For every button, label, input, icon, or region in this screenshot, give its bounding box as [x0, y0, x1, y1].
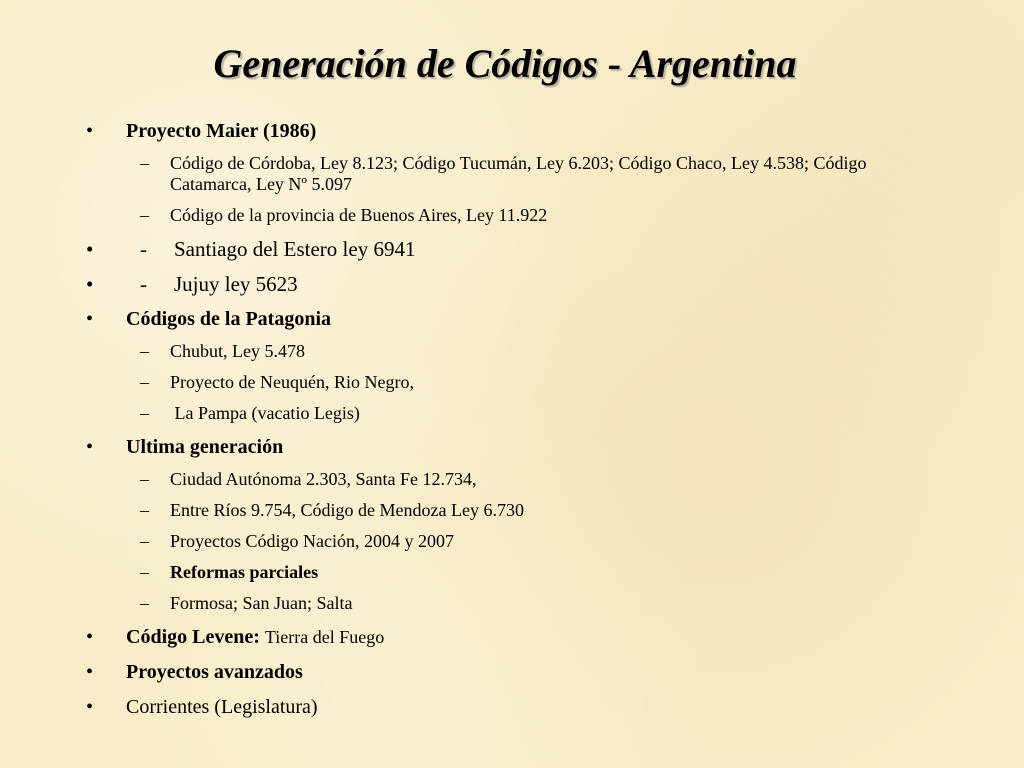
sub-list-item: [86, 372, 906, 393]
list-item-dash: -: [140, 272, 147, 296]
bullet-icon: •: [86, 626, 94, 648]
dash-icon: –: [140, 531, 149, 551]
list-item-text: Ultima generación: [126, 436, 284, 458]
list-item-text: Santiago del Estero ley 6941: [174, 237, 416, 261]
dash-icon: –: [140, 403, 149, 423]
dash-icon: –: [140, 153, 149, 173]
sub-list-item: [86, 593, 906, 614]
dash-icon: –: [140, 562, 149, 582]
bullet-icon: •: [86, 120, 94, 142]
slide-title: Generación de Códigos - Argentina: [213, 41, 797, 86]
list-item-subtext: Tierra del Fuego: [264, 627, 385, 647]
sub-list-item-text: Formosa; San Juan; Salta: [170, 593, 353, 613]
sub-list-item: [86, 531, 906, 552]
bullet-icon: •: [86, 696, 94, 718]
dash-icon: –: [140, 372, 149, 392]
sub-list-item: [86, 341, 906, 362]
list-item: [86, 306, 906, 332]
sub-list-item: [86, 403, 906, 424]
sub-list-item-text: La Pampa (vacatio Legis): [170, 403, 360, 423]
sub-list-item-text: Proyecto de Neuquén, Rio Negro,: [170, 372, 414, 392]
sub-list-item: [86, 153, 906, 195]
list-item-text: Proyecto Maier (1986): [126, 120, 317, 142]
dash-icon: –: [140, 469, 149, 489]
dash-icon: –: [140, 593, 149, 613]
dash-icon: –: [140, 205, 149, 225]
bullet-icon: •: [86, 237, 94, 261]
sub-list-item-text: Chubut, Ley 5.478: [170, 341, 305, 361]
list-item: [86, 236, 906, 262]
bullet-icon: •: [86, 272, 94, 296]
list-item: [86, 434, 906, 460]
list-item: [86, 271, 906, 297]
sub-list-item: [86, 469, 906, 490]
list-item: [86, 659, 906, 685]
sub-list-item: [86, 500, 906, 521]
sub-list-item-text: Código de la provincia de Buenos Aires, Ley 11.922: [170, 205, 548, 225]
list-item-text: Proyectos avanzados: [126, 661, 303, 683]
dash-icon: –: [140, 500, 149, 520]
list-item-text: Códigos de la Patagonia: [126, 308, 332, 330]
list-item-text: Jujuy ley 5623: [174, 272, 298, 296]
list-item-text: Código Levene:: [126, 626, 260, 648]
list-item: [86, 118, 906, 144]
list-item-dash: -: [140, 237, 147, 261]
sub-list-item-text: Reformas parciales: [170, 562, 319, 582]
list-item: [86, 624, 906, 650]
sub-list-item-text: Código de Córdoba, Ley 8.123; Código Tucumán, Ley 6.203; Código Chaco, Ley 4.538; Código Catamarca, Ley Nº 5.097: [170, 153, 867, 194]
sub-list-item: [86, 205, 906, 226]
sub-list-item-text: Ciudad Autónoma 2.303, Santa Fe 12.734,: [170, 469, 477, 489]
sub-list-item-text: Entre Ríos 9.754, Código de Mendoza Ley 6.730: [170, 500, 524, 520]
dash-icon: –: [140, 341, 149, 361]
bullet-icon: •: [86, 436, 94, 458]
bullet-icon: •: [86, 661, 94, 683]
bullet-icon: •: [86, 308, 94, 330]
list-item: [86, 694, 906, 720]
sub-list-item-text: Proyectos Código Nación, 2004 y 2007: [170, 531, 454, 551]
sub-list-item: [86, 562, 906, 583]
list-item-text: Corrientes (Legislatura): [126, 696, 318, 718]
bullet-list: [86, 118, 906, 729]
